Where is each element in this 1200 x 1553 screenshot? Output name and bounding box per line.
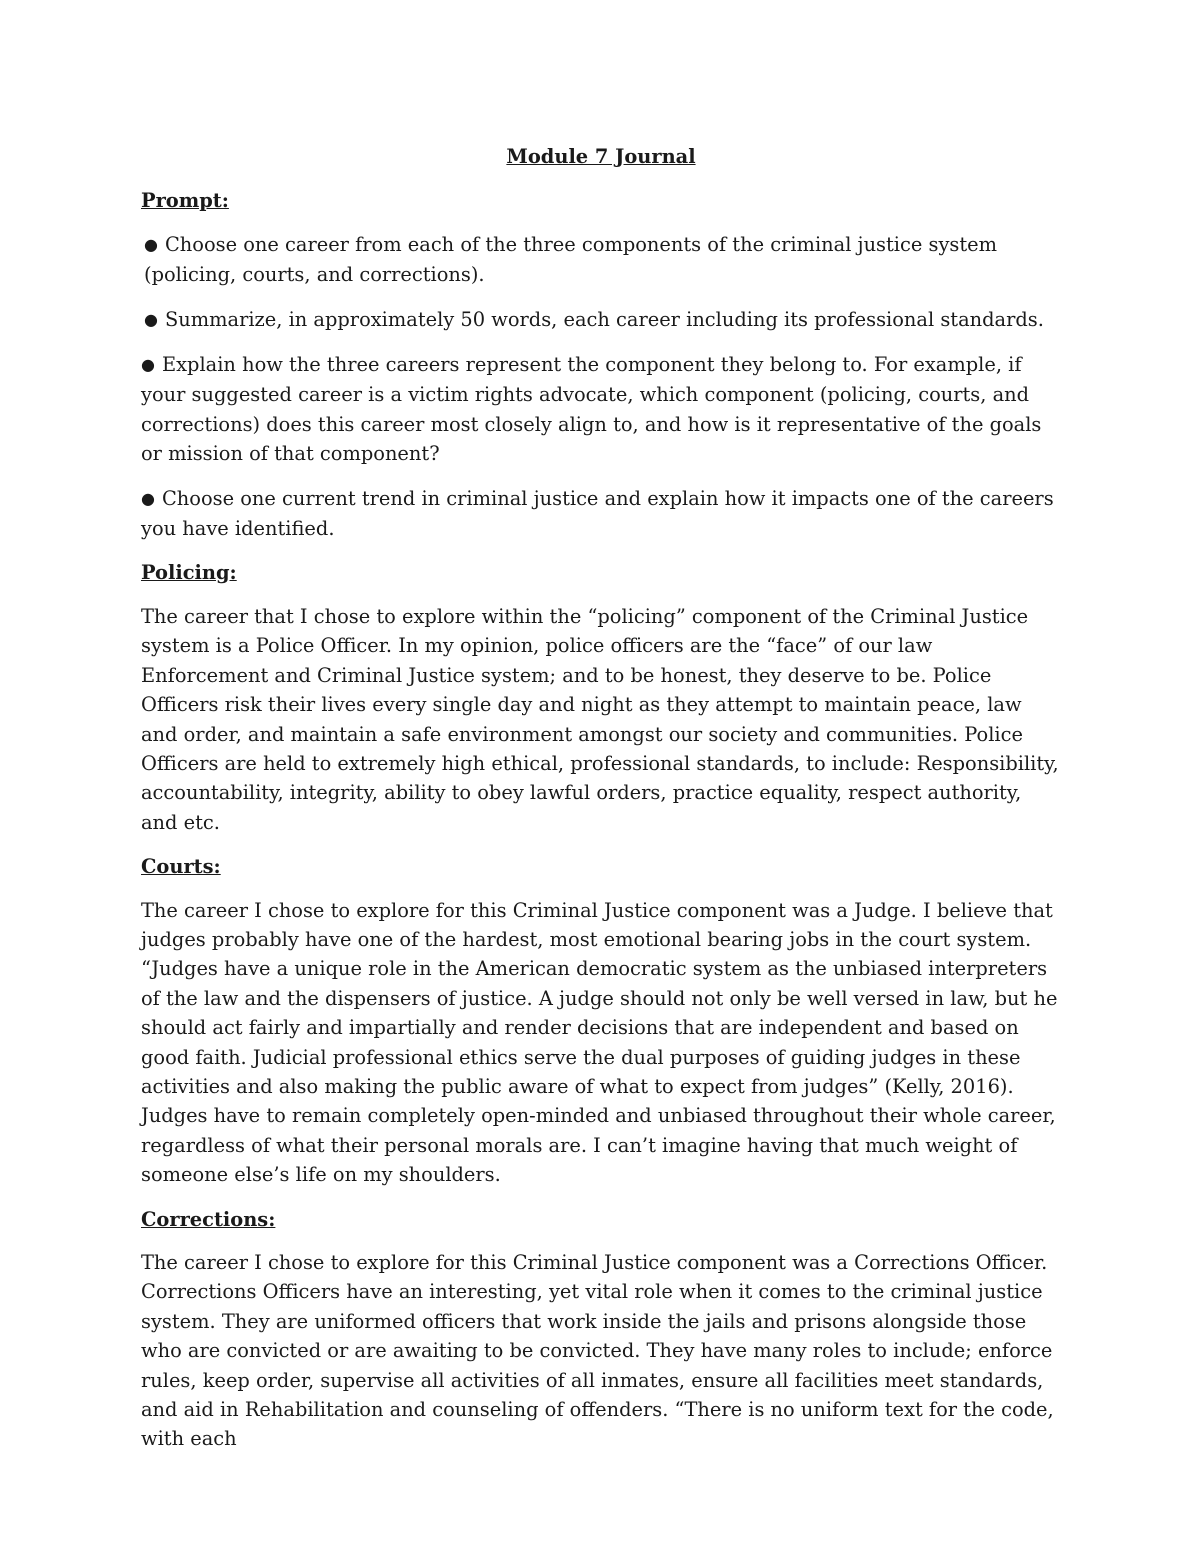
bullet-icon: ● <box>144 234 158 254</box>
prompt-bullet <box>141 230 1061 290</box>
corrections-heading: Corrections: <box>141 1207 276 1231</box>
prompt-bullet-text: Summarize, in approximately 50 words, each career including its professional standards. <box>164 307 1044 331</box>
prompt-bullet <box>141 484 1061 544</box>
prompt-bullet-text: Explain how the three careers represent the component they belong to. For example, if your suggested career is a victim rights advocate, which component (policing, courts, and corrections) does this career most closely align to, and how is it representative of the goals or mission of that component? <box>141 353 1042 466</box>
prompt-heading: Prompt: <box>141 189 229 213</box>
bullet-icon: ● <box>144 309 158 329</box>
policing-paragraph: The career that I chose to explore within the “policing” component of the Criminal Justice system is a Police Officer. In my opinion, police officers are the “face” of our law Enforcement and Criminal Justice system; and to be honest, they deserve to be. Police Officers risk their lives every single day and night as they attempt to maintain peace, law and order, and maintain a safe environment amongst our society and communities. Police Officers are held to extremely high ethical, professional standards, to include: Responsibility, accountability, integrity, ability to obey lawful orders, practice equality, respect authority, and etc. <box>141 604 1059 834</box>
courts-heading: Courts: <box>141 855 221 879</box>
prompt-bullet <box>141 305 1061 335</box>
policing-heading: Policing: <box>141 561 237 585</box>
bullet-icon: ● <box>141 355 155 375</box>
prompt-bullet-text: Choose one career from each of the three components of the criminal justice system (policing, courts, and corrections). <box>144 232 998 287</box>
courts-paragraph: The career I chose to explore for this Criminal Justice component was a Judge. I believe that judges probably have one of the hardest, most emotional bearing jobs in the court system. “Judges have a unique role in the American democratic system as the unbiased interpreters of the law and the dispensers of justice. A judge should not only be well versed in law, but he should act fairly and impartially and render decisions that are independent and based on good faith. Judicial professional ethics serve the dual purposes of guiding judges in these activities and also making the public aware of what to expect from judges” (Kelly, 2016). Judges have to remain completely open-minded and unbiased throughout their whole career, regardless of what their personal morals are. I can’t imagine having that much weight of someone else’s life on my shoulders. <box>141 898 1058 1187</box>
prompt-bullet-text: Choose one current trend in criminal justice and explain how it impacts one of the careers you have identified. <box>141 486 1054 541</box>
bullet-icon: ● <box>141 488 155 508</box>
corrections-paragraph: The career I chose to explore for this Criminal Justice component was a Corrections Officer. Corrections Officers have an interesting, yet vital role when it comes to the criminal justice system. They are uniformed officers that work inside the jails and prisons alongside those who are convicted or are awaiting to be convicted. They have many roles to include; enforce rules, keep order, supervise all activities of all inmates, ensure all facilities meet standards, and aid in Rehabilitation and counseling of offenders. “There is no uniform text for the code, with each <box>141 1251 1054 1451</box>
document-title: Module 7 Journal <box>506 145 696 168</box>
prompt-bullet <box>141 350 1061 469</box>
document-body <box>141 140 1061 1469</box>
